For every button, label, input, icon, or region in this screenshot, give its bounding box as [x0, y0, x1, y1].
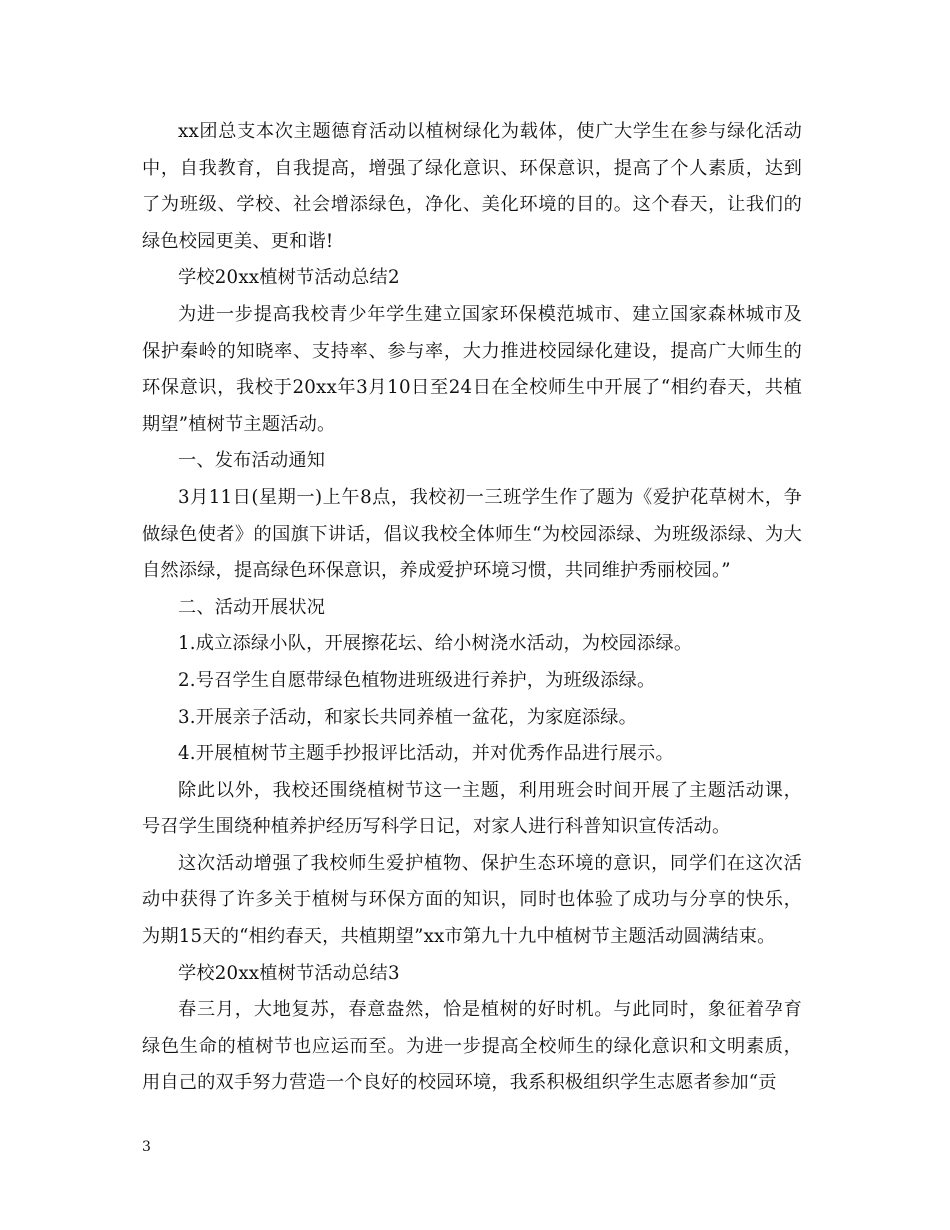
list-item: 1.成立添绿小队，开展擦花坛、给小树浇水活动，为校园添绿。 [178, 633, 693, 655]
paragraph: 为进一步提高我校青少年学生建立国家环保模范城市、建立国家森林城市及保护秦岭的知晓率、支持率、参与率，大力推进校园绿化建设，提高广大师生的环保意识，我校于20xx年3月10日至24日在全校师生中开展了“相约春天，共植期望”植树节主题活动。 [142, 303, 802, 435]
paragraph: 除此以外，我校还围绕植树节这一主题，利用班会时间开展了主题活动课，号召学生围绕种植养护经历写科学日记，对家人进行科普知识宣传活动。 [142, 779, 802, 838]
list-item: 4.开展植树节主题手抄报评比活动，并对优秀作品进行展示。 [178, 743, 674, 765]
page-number: 3 [142, 1139, 151, 1155]
paragraph: 春三月，大地复苏，春意盎然，恰是植树的好时机。与此同时，象征着孕育绿色生命的植树节也应运而至。为进一步提高全校师生的绿化意识和文明素质，用自己的双手努力营造一个良好的校园环境，我系积极组织学生志愿者参加“贡 [142, 999, 802, 1094]
document-body [142, 114, 802, 1102]
list-item: 3.开展亲子活动，和家长共同养植一盆花，为家庭添绿。 [178, 706, 638, 728]
section-heading: 学校20xx植树节活动总结3 [178, 962, 400, 984]
paragraph: xx团总支本次主题德育活动以植树绿化为载体，使广大学生在参与绿化活动中，自我教育，自我提高，增强了绿化意识、环保意识，提高了个人素质，达到了为班级、学校、社会增添绿色，净化、美化环境的目的。这个春天，让我们的绿色校园更美、更和谐! [142, 121, 802, 252]
section-heading: 学校20xx植树节活动总结2 [178, 267, 400, 289]
list-item: 2.号召学生自愿带绿色植物进班级进行养护，为班级添绿。 [178, 669, 656, 691]
paragraph: 3月11日(星期一)上午8点，我校初一三班学生作了题为《爱护花草树木，争做绿色使者》的国旗下讲话，倡议我校全体师生“为校园添绿、为班级添绿、为大自然添绿，提高绿色环保意识，养成爱护环境习惯，共同维护秀丽校园。” [142, 486, 802, 582]
section-heading: 二、活动开展状况 [178, 596, 326, 618]
section-heading: 一、发布活动通知 [178, 450, 326, 472]
paragraph: 这次活动增强了我校师生爱护植物、保护生态环境的意识，同学们在这次活动中获得了许多关于植树与环保方面的知识，同时也体验了成功与分享的快乐，为期15天的“相约春天，共植期望”xx市第九十九中植树节主题活动圆满结束。 [142, 852, 802, 948]
